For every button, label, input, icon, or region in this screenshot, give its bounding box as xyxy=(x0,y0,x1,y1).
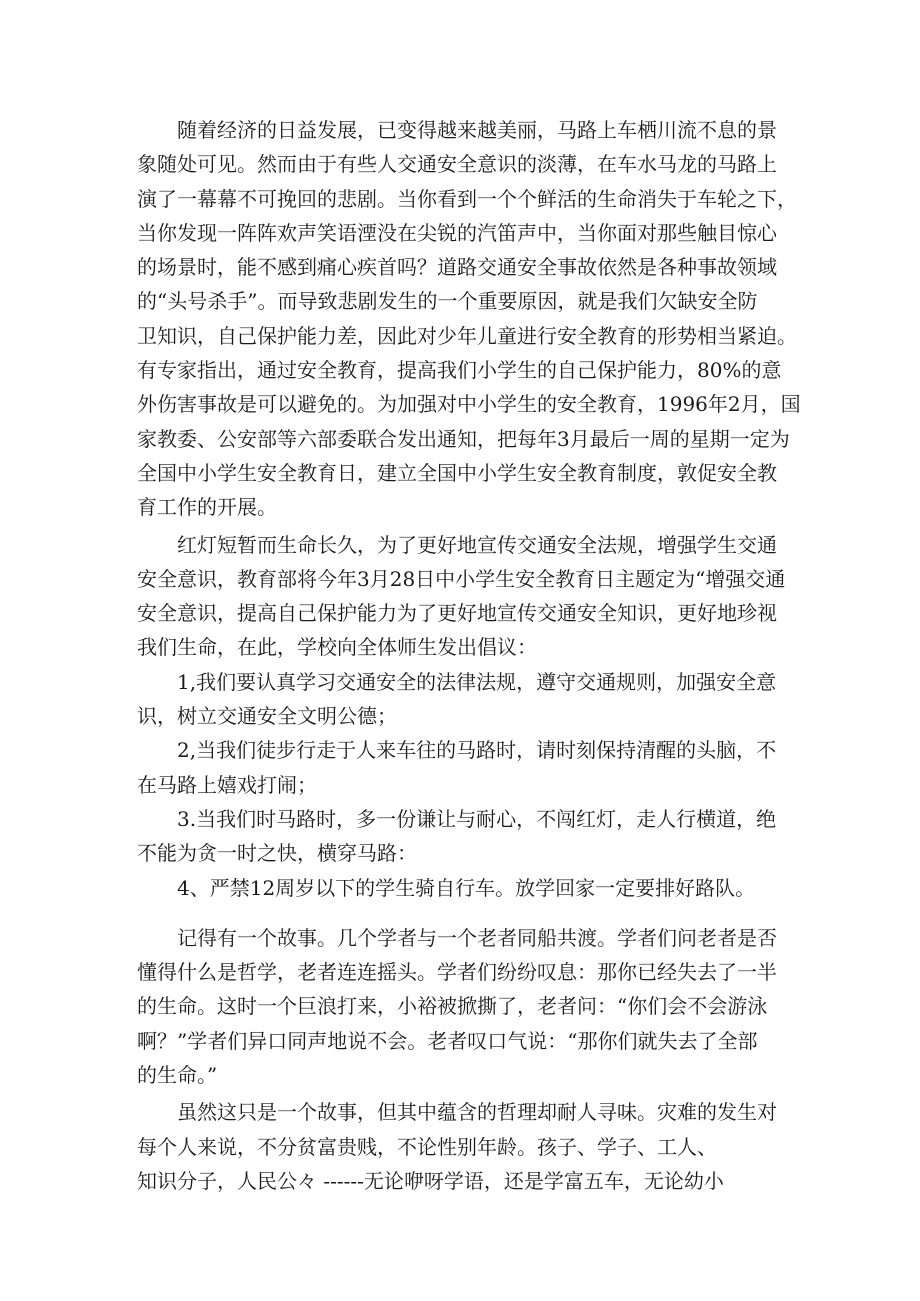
text-line: 象随处可见。然而由于有些人交通安全意识的淡薄，在车水马龙的马路上 xyxy=(137,152,777,177)
text-line: 安全意识，教育部将今年3月28日中小学生安全教育日主题定为“增强交通 xyxy=(137,566,786,591)
text-line: 安全意识，提高自己保护能力为了更好地宣传交通安全知识，更好地珍视 xyxy=(137,601,777,626)
text-line: 识，树立交通安全文明公德； xyxy=(137,704,397,729)
text-line: 知识分子，人民公々 ------无论咿呀学语，还是学富五车，无论幼小 xyxy=(137,1168,724,1193)
text-line: 每个人来说，不分贫富贵贱，不论性别年龄。孩子、学子、工人、 xyxy=(137,1134,717,1159)
list-item-1 xyxy=(137,665,787,734)
paragraph-proposal xyxy=(137,528,787,665)
text-line: 不能为贪一时之快，横穿马路： xyxy=(137,841,417,866)
text-line: 啊？”学者们异口同声地说不会。老者叹口气说：“那你们就失去了全部 xyxy=(137,1028,758,1053)
text-line: 全国中小学生安全教育日，建立全国中小学生安全教育制度，敦促安全教 xyxy=(137,460,777,485)
list-item-2 xyxy=(137,733,787,802)
text-line: 懂得什么是哲学，老者连连摇头。学者们纷纷叹息：那你已经失去了一半 xyxy=(137,960,777,985)
paragraph-conclusion xyxy=(137,1095,787,1198)
list-item-4 xyxy=(137,871,787,905)
text-line: 外伤害事故是可以避免的。为加强对中小学生的安全教育，1996年2月，国 xyxy=(137,392,801,417)
text-line: 当你发现一阵阵欢声笑语湮没在尖锐的汽笛声中，当你面对那些触目惊心 xyxy=(137,220,777,245)
paragraph-intro xyxy=(137,113,801,525)
text-line: 3.当我们时马路时，多一份谦让与耐心，不闯红灯，走人行横道，绝 xyxy=(137,806,777,831)
text-line: 有专家指出，通过安全教育，提高我们小学生的自己保护能力，80%的意 xyxy=(137,358,782,383)
text-line: 1,我们要认真学习交通安全的法律法规，遵守交通规则，加强安全意 xyxy=(137,669,777,694)
text-line: 我们生命，在此，学校向全体师生发出倡议： xyxy=(137,635,537,660)
paragraph-story xyxy=(137,921,787,1092)
text-line: 的生命。” xyxy=(137,1063,218,1088)
document-body xyxy=(137,113,801,1198)
text-line: 的“头号杀手”。而导致悲剧发生的一个重要原因，就是我们欠缺安全防 xyxy=(137,289,758,314)
text-line: 的场景时，能不感到痛心疾首吗？道路交通安全事故依然是各种事故领域 xyxy=(137,255,777,280)
text-line: 2,当我们徒步行走于人来车往的马路时，请时刻保持清醒的头脑，不 xyxy=(137,738,777,763)
text-line: 随着经济的日益发展，已变得越来越美丽，马路上车栖川流不息的景 xyxy=(137,118,777,142)
text-line: 演了一幕幕不可挽回的悲剧。当你看到一个个鲜活的生命消失于车轮之下， xyxy=(137,186,797,211)
text-line: 虽然这只是一个故事，但其中蕴含的哲理却耐人寻味。灾难的发生对 xyxy=(137,1100,777,1125)
text-line: 4、严禁12周岁以下的学生骑自行车。放学回家一定要排好路队。 xyxy=(137,875,756,900)
text-line: 育工作的开展。 xyxy=(137,495,277,520)
text-line: 家教委、公安部等六部委联合发出通知，把每年3月最后一周的星期一定为 xyxy=(137,426,790,451)
text-line: 在马路上嬉戏打闹； xyxy=(137,772,317,797)
text-line: 卫知识，自己保护能力差，因此对少年儿童进行安全教育的形势相当紧迫。 xyxy=(137,323,797,348)
text-line: 红灯短暂而生命长久，为了更好地宣传交通安全法规，增强学生交通 xyxy=(137,532,777,557)
text-line: 记得有一个故事。几个学者与一个老者同船共渡。学者们问老者是否 xyxy=(137,925,777,950)
text-line: 的生命。这时一个巨浪打来，小裕被掀撕了，老者问：“你们会不会游泳 xyxy=(137,994,768,1019)
list-item-3 xyxy=(137,802,787,871)
